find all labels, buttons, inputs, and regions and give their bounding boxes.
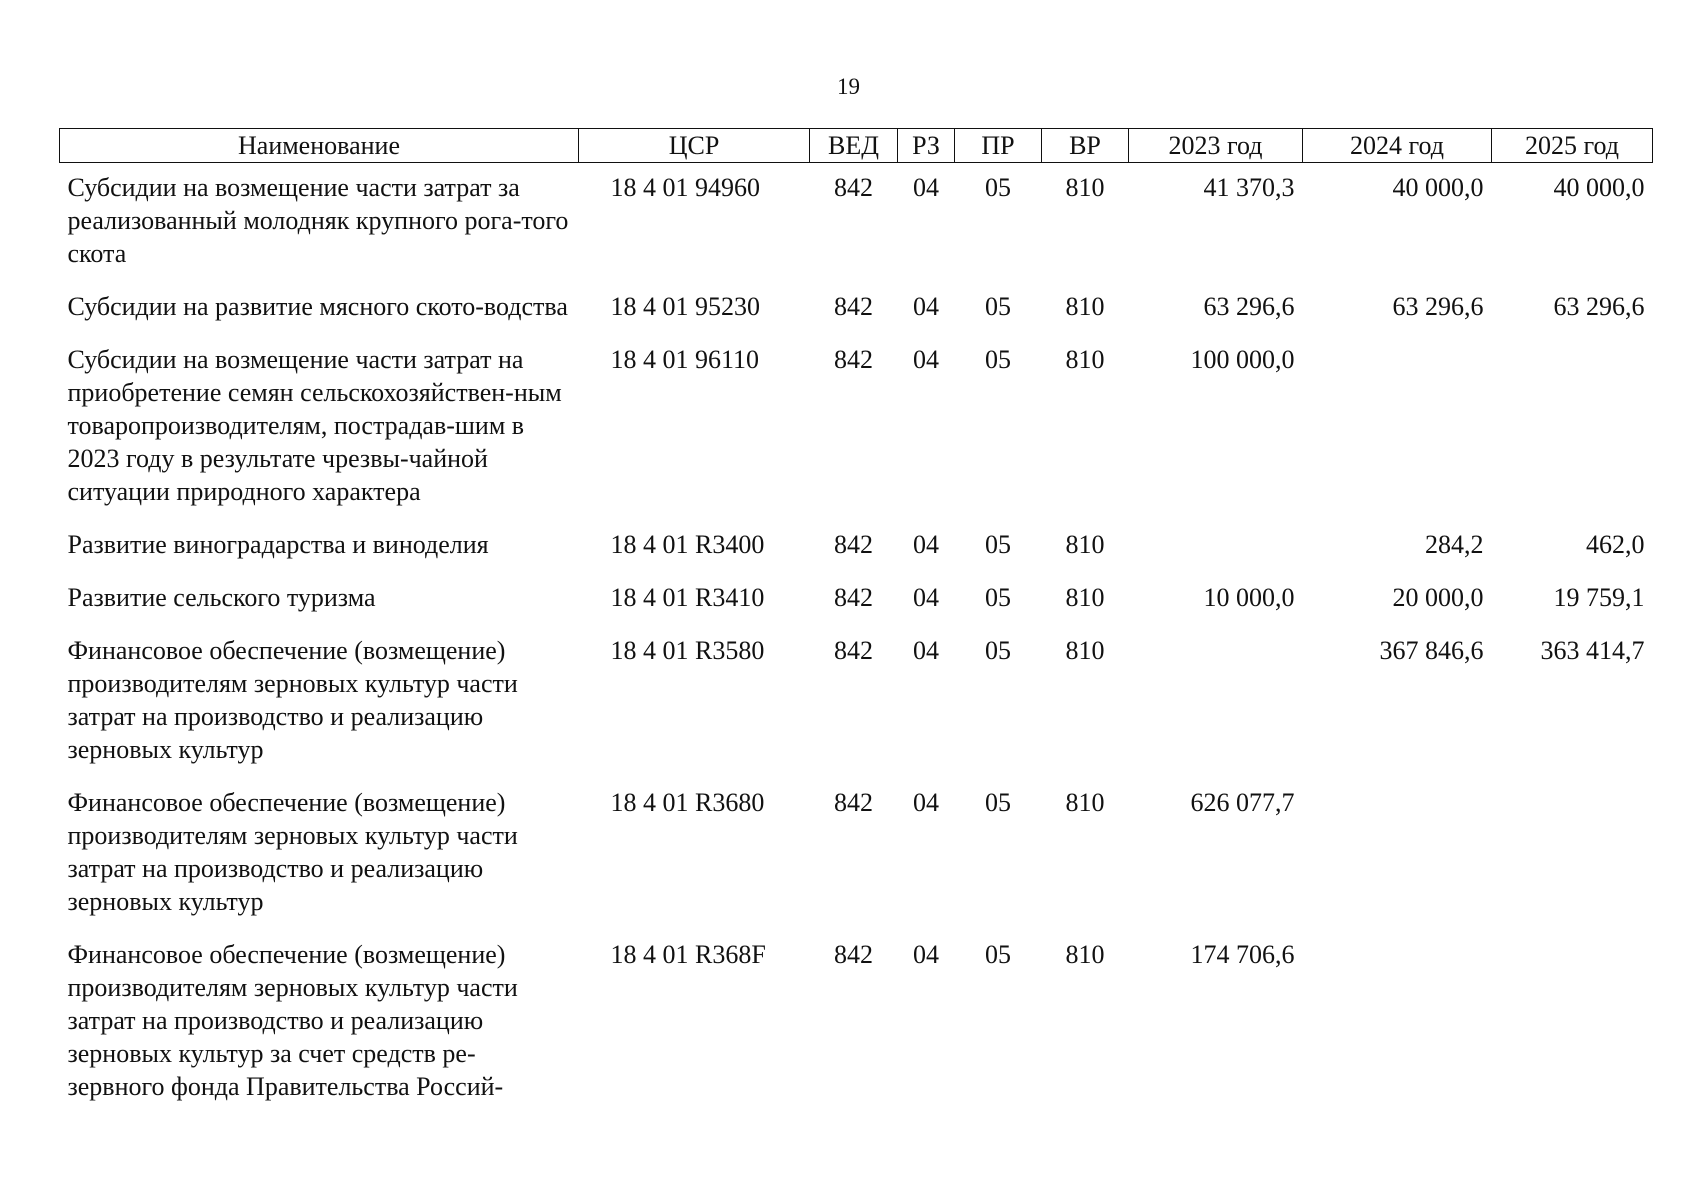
cell-name: Финансовое обеспечение (возмещение) производителям зерновых культур части затрат на производство и реализацию зерновых культур за счет средств ре-зервного фонда Правительства Россий-	[67, 940, 518, 1101]
cell-2025: 462,0	[1586, 530, 1645, 559]
table-row	[60, 335, 1653, 520]
header-row	[60, 129, 1653, 163]
cell-pr: 05	[985, 530, 1011, 559]
cell-2024	[1303, 778, 1492, 930]
cell-2025: 40 000,0	[1553, 173, 1645, 202]
table-row	[60, 520, 1653, 573]
cell-ved: 842	[834, 173, 873, 202]
header-2024: 2024 год	[1303, 129, 1492, 163]
header-name: Наименование	[60, 129, 579, 163]
cell-ved: 842	[834, 788, 873, 817]
cell-2025	[1492, 335, 1653, 520]
cell-2024: 40 000,0	[1392, 173, 1484, 202]
cell-csr: 18 4 01 R3400	[610, 530, 765, 559]
cell-ved: 842	[834, 636, 873, 665]
cell-rz: 04	[913, 940, 939, 969]
cell-vr: 810	[1065, 583, 1105, 612]
cell-2023: 63 296,6	[1203, 292, 1295, 321]
cell-2023: 41 370,3	[1203, 173, 1295, 202]
cell-rz: 04	[913, 292, 939, 321]
table-row	[60, 626, 1653, 778]
table-row	[60, 930, 1653, 1115]
cell-csr: 18 4 01 R3410	[610, 583, 765, 612]
cell-vr: 810	[1065, 173, 1105, 202]
cell-2024: 20 000,0	[1392, 583, 1484, 612]
table-header	[60, 129, 1653, 163]
cell-2023	[1129, 520, 1303, 573]
page-number: 19	[837, 74, 860, 99]
cell-2023	[1129, 626, 1303, 778]
cell-name: Развитие сельского туризма	[67, 583, 376, 612]
cell-name: Субсидии на развитие мясного ското-водства	[67, 292, 568, 321]
cell-pr: 05	[985, 940, 1011, 969]
cell-2025: 19 759,1	[1553, 583, 1645, 612]
cell-ved: 842	[834, 530, 873, 559]
table-row	[60, 778, 1653, 930]
cell-name: Финансовое обеспечение (возмещение) производителям зерновых культур части затрат на производство и реализацию зерновых культур	[67, 788, 518, 916]
cell-name: Субсидии на возмещение части затрат за реализованный молодняк крупного рога-того скота	[67, 173, 569, 268]
header-pr: ПР	[955, 129, 1042, 163]
header-2023: 2023 год	[1129, 129, 1303, 163]
cell-pr: 05	[985, 788, 1011, 817]
cell-2023: 174 706,6	[1190, 940, 1295, 969]
cell-2025	[1492, 778, 1653, 930]
cell-name: Финансовое обеспечение (возмещение) производителям зерновых культур части затрат на производство и реализацию зерновых культур	[67, 636, 518, 764]
table-row	[60, 163, 1653, 283]
cell-csr: 18 4 01 94960	[610, 173, 760, 202]
cell-2024: 367 846,6	[1379, 636, 1484, 665]
cell-ved: 842	[834, 583, 873, 612]
table-row	[60, 282, 1653, 335]
cell-2024	[1303, 930, 1492, 1115]
cell-2025: 63 296,6	[1553, 292, 1645, 321]
cell-rz: 04	[913, 530, 939, 559]
cell-2025	[1492, 930, 1653, 1115]
header-ved: ВЕД	[810, 129, 898, 163]
cell-name: Развитие виноградарства и виноделия	[67, 530, 489, 559]
cell-rz: 04	[913, 583, 939, 612]
cell-2024: 284,2	[1425, 530, 1484, 559]
cell-vr: 810	[1065, 292, 1105, 321]
cell-rz: 04	[913, 345, 939, 374]
table-row	[60, 573, 1653, 626]
cell-2023: 10 000,0	[1203, 583, 1295, 612]
header-2025: 2025 год	[1492, 129, 1653, 163]
cell-csr: 18 4 01 96110	[610, 345, 760, 374]
cell-pr: 05	[985, 173, 1011, 202]
cell-pr: 05	[985, 292, 1011, 321]
header-vr: ВР	[1042, 129, 1129, 163]
cell-pr: 05	[985, 583, 1011, 612]
cell-csr: 18 4 01 R368F	[610, 940, 766, 969]
cell-csr: 18 4 01 R3680	[610, 788, 765, 817]
cell-rz: 04	[913, 636, 939, 665]
cell-vr: 810	[1065, 940, 1105, 969]
table-body	[60, 163, 1653, 1116]
cell-ved: 842	[834, 292, 873, 321]
cell-vr: 810	[1065, 636, 1105, 665]
cell-pr: 05	[985, 636, 1011, 665]
cell-name: Субсидии на возмещение части затрат на приобретение семян сельскохозяйствен-ным товаропроизводителям, пострадав-шим в 2023 году в результате чрезвы-чайной ситуации природного характера	[67, 345, 562, 506]
cell-ved: 842	[834, 940, 873, 969]
cell-2024: 63 296,6	[1392, 292, 1484, 321]
cell-2025: 363 414,7	[1540, 636, 1645, 665]
cell-vr: 810	[1065, 788, 1105, 817]
cell-rz: 04	[913, 788, 939, 817]
cell-2023: 100 000,0	[1190, 345, 1295, 374]
cell-vr: 810	[1065, 530, 1105, 559]
budget-table	[59, 128, 1653, 1115]
cell-2023: 626 077,7	[1190, 788, 1295, 817]
cell-pr: 05	[985, 345, 1011, 374]
header-csr: ЦСР	[579, 129, 810, 163]
cell-ved: 842	[834, 345, 873, 374]
cell-vr: 810	[1065, 345, 1105, 374]
cell-csr: 18 4 01 95230	[610, 292, 760, 321]
cell-rz: 04	[913, 173, 939, 202]
cell-csr: 18 4 01 R3580	[610, 636, 765, 665]
cell-2024	[1303, 335, 1492, 520]
header-rz: РЗ	[898, 129, 955, 163]
